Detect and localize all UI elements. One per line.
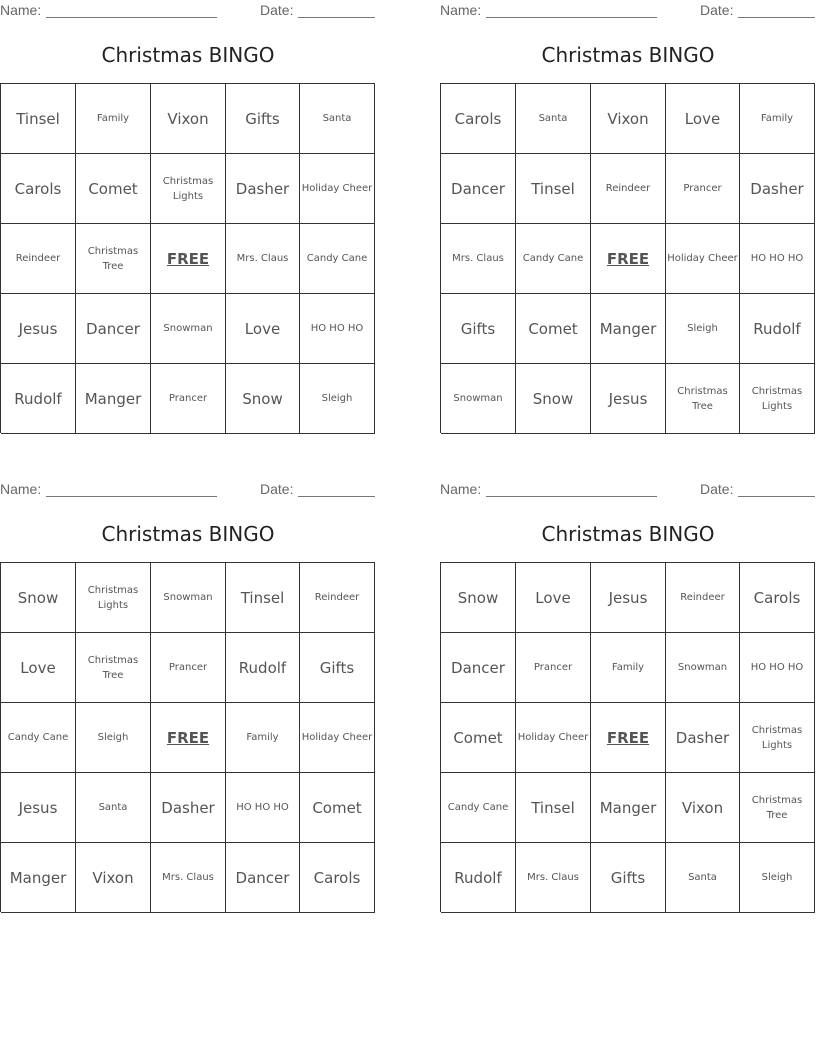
bingo-cell[interactable]: Santa — [300, 84, 375, 154]
free-space[interactable]: FREE — [151, 703, 226, 773]
bingo-cell[interactable]: Snowman — [151, 563, 226, 633]
bingo-cell[interactable]: Love — [516, 563, 591, 633]
bingo-cell[interactable]: Candy Cane — [1, 703, 76, 773]
bingo-cell[interactable]: Christmas Lights — [151, 154, 226, 224]
bingo-cell[interactable]: Rudolf — [226, 633, 300, 703]
bingo-cell[interactable]: HO HO HO — [226, 773, 300, 843]
date-label: Date: — [700, 481, 734, 497]
bingo-cell[interactable]: Jesus — [1, 773, 76, 843]
bingo-cell[interactable]: Family — [226, 703, 300, 773]
bingo-cell[interactable]: Christmas Lights — [740, 364, 815, 434]
bingo-cell[interactable]: Manger — [591, 773, 666, 843]
bingo-cell[interactable]: Christmas Tree — [666, 364, 740, 434]
bingo-cell[interactable]: Jesus — [591, 563, 666, 633]
bingo-cell[interactable]: Dancer — [441, 154, 516, 224]
bingo-cell[interactable]: Prancer — [666, 154, 740, 224]
bingo-cell[interactable]: Candy Cane — [441, 773, 516, 843]
bingo-cell[interactable]: Family — [76, 84, 151, 154]
bingo-cell[interactable]: Jesus — [1, 294, 76, 364]
bingo-cell[interactable]: Gifts — [441, 294, 516, 364]
bingo-card — [0, 479, 376, 911]
bingo-cell[interactable]: Dasher — [666, 703, 740, 773]
date-field-line[interactable] — [298, 496, 375, 497]
bingo-cell[interactable]: Prancer — [516, 633, 591, 703]
bingo-cell[interactable]: HO HO HO — [300, 294, 375, 364]
bingo-cell[interactable]: Snow — [1, 563, 76, 633]
date-label: Date: — [260, 2, 294, 18]
name-field-line[interactable] — [46, 17, 217, 18]
bingo-grid — [440, 562, 815, 912]
bingo-cell[interactable]: Comet — [76, 154, 151, 224]
name-label: Name: — [0, 2, 42, 18]
card-title: Christmas BINGO — [101, 43, 275, 67]
bingo-cell[interactable]: Tinsel — [226, 563, 300, 633]
bingo-cell[interactable]: Rudolf — [1, 364, 76, 434]
bingo-cell[interactable]: Reindeer — [591, 154, 666, 224]
bingo-cell[interactable]: Dancer — [441, 633, 516, 703]
bingo-cell[interactable]: Snowman — [441, 364, 516, 434]
name-label: Name: — [0, 481, 42, 497]
bingo-cell[interactable]: Dancer — [226, 843, 300, 913]
bingo-cell[interactable]: Carols — [300, 843, 375, 913]
bingo-cell[interactable]: Christmas Tree — [76, 633, 151, 703]
bingo-cell[interactable]: Sleigh — [740, 843, 815, 913]
bingo-cell[interactable]: Vixon — [666, 773, 740, 843]
bingo-cell[interactable]: Dasher — [151, 773, 226, 843]
bingo-cell[interactable]: Vixon — [591, 84, 666, 154]
name-label: Name: — [440, 2, 482, 18]
bingo-cell[interactable]: HO HO HO — [740, 633, 815, 703]
bingo-cell[interactable]: Tinsel — [516, 773, 591, 843]
bingo-cell[interactable]: Prancer — [151, 364, 226, 434]
bingo-cell[interactable]: Gifts — [226, 84, 300, 154]
bingo-cell[interactable]: Reindeer — [300, 563, 375, 633]
bingo-cell[interactable]: Comet — [300, 773, 375, 843]
date-field-line[interactable] — [298, 17, 375, 18]
free-space[interactable]: FREE — [591, 703, 666, 773]
card-title: Christmas BINGO — [101, 522, 275, 546]
bingo-cell[interactable]: Holiday Cheer — [300, 703, 375, 773]
bingo-cell[interactable]: Christmas Tree — [740, 773, 815, 843]
card-title: Christmas BINGO — [541, 522, 715, 546]
bingo-cell[interactable]: Sleigh — [666, 294, 740, 364]
bingo-cell[interactable]: Santa — [516, 84, 591, 154]
bingo-cell[interactable]: Christmas Lights — [76, 563, 151, 633]
bingo-cell[interactable]: Love — [1, 633, 76, 703]
bingo-card — [440, 479, 816, 911]
bingo-cell[interactable]: Reindeer — [666, 563, 740, 633]
bingo-grid — [0, 562, 375, 912]
bingo-cell[interactable]: Family — [740, 84, 815, 154]
bingo-cell[interactable]: Candy Cane — [516, 224, 591, 294]
bingo-cell[interactable]: Tinsel — [516, 154, 591, 224]
bingo-cell[interactable]: Christmas Tree — [76, 224, 151, 294]
bingo-cell[interactable]: Sleigh — [76, 703, 151, 773]
bingo-cell[interactable]: Mrs. Claus — [151, 843, 226, 913]
card-title: Christmas BINGO — [541, 43, 715, 67]
bingo-cell[interactable]: Rudolf — [740, 294, 815, 364]
bingo-cell[interactable]: Comet — [441, 703, 516, 773]
bingo-grid — [440, 83, 815, 433]
bingo-cell[interactable]: Family — [591, 633, 666, 703]
bingo-cell[interactable]: Snowman — [151, 294, 226, 364]
bingo-cell[interactable]: Sleigh — [300, 364, 375, 434]
bingo-cell[interactable]: Prancer — [151, 633, 226, 703]
bingo-cell[interactable]: Manger — [1, 843, 76, 913]
card-header — [0, 481, 376, 499]
bingo-cell[interactable]: Christmas Lights — [740, 703, 815, 773]
bingo-cell[interactable]: Love — [666, 84, 740, 154]
bingo-cell[interactable]: Jesus — [591, 364, 666, 434]
bingo-cell[interactable]: Comet — [516, 294, 591, 364]
bingo-cell[interactable]: Manger — [76, 364, 151, 434]
date-field-line[interactable] — [738, 496, 815, 497]
date-field-line[interactable] — [738, 17, 815, 18]
card-header — [440, 481, 816, 499]
bingo-cell[interactable]: Dasher — [740, 154, 815, 224]
bingo-cell[interactable]: Gifts — [300, 633, 375, 703]
bingo-cell[interactable]: Rudolf — [441, 843, 516, 913]
name-field-line[interactable] — [486, 496, 657, 497]
bingo-cell[interactable]: Vixon — [151, 84, 226, 154]
bingo-cell[interactable]: Reindeer — [1, 224, 76, 294]
bingo-cell[interactable]: Candy Cane — [300, 224, 375, 294]
name-field-line[interactable] — [486, 17, 657, 18]
bingo-cell[interactable]: Manger — [591, 294, 666, 364]
card-header — [440, 2, 816, 20]
bingo-cell[interactable]: HO HO HO — [740, 224, 815, 294]
card-header — [0, 2, 376, 20]
bingo-cell[interactable]: Gifts — [591, 843, 666, 913]
bingo-cell[interactable]: Santa — [666, 843, 740, 913]
date-label: Date: — [700, 2, 734, 18]
bingo-card — [440, 0, 816, 432]
bingo-card — [0, 0, 376, 432]
bingo-cell[interactable]: Love — [226, 294, 300, 364]
bingo-cell[interactable]: Snow — [516, 364, 591, 434]
free-space[interactable]: FREE — [151, 224, 226, 294]
bingo-cell[interactable]: Holiday Cheer — [300, 154, 375, 224]
bingo-cell[interactable]: Mrs. Claus — [226, 224, 300, 294]
bingo-cell[interactable]: Snowman — [666, 633, 740, 703]
bingo-cell[interactable]: Santa — [76, 773, 151, 843]
bingo-cell[interactable]: Holiday Cheer — [516, 703, 591, 773]
bingo-cell[interactable]: Vixon — [76, 843, 151, 913]
name-field-line[interactable] — [46, 496, 217, 497]
bingo-cell[interactable]: Snow — [226, 364, 300, 434]
bingo-cell[interactable]: Snow — [441, 563, 516, 633]
bingo-cell[interactable]: Dancer — [76, 294, 151, 364]
bingo-cell[interactable]: Carols — [740, 563, 815, 633]
bingo-cell[interactable]: Carols — [1, 154, 76, 224]
bingo-cell[interactable]: Mrs. Claus — [441, 224, 516, 294]
bingo-cell[interactable]: Dasher — [226, 154, 300, 224]
bingo-cell[interactable]: Tinsel — [1, 84, 76, 154]
bingo-grid — [0, 83, 375, 433]
free-space[interactable]: FREE — [591, 224, 666, 294]
name-label: Name: — [440, 481, 482, 497]
bingo-cell[interactable]: Carols — [441, 84, 516, 154]
bingo-cell[interactable]: Mrs. Claus — [516, 843, 591, 913]
bingo-cell[interactable]: Holiday Cheer — [666, 224, 740, 294]
date-label: Date: — [260, 481, 294, 497]
